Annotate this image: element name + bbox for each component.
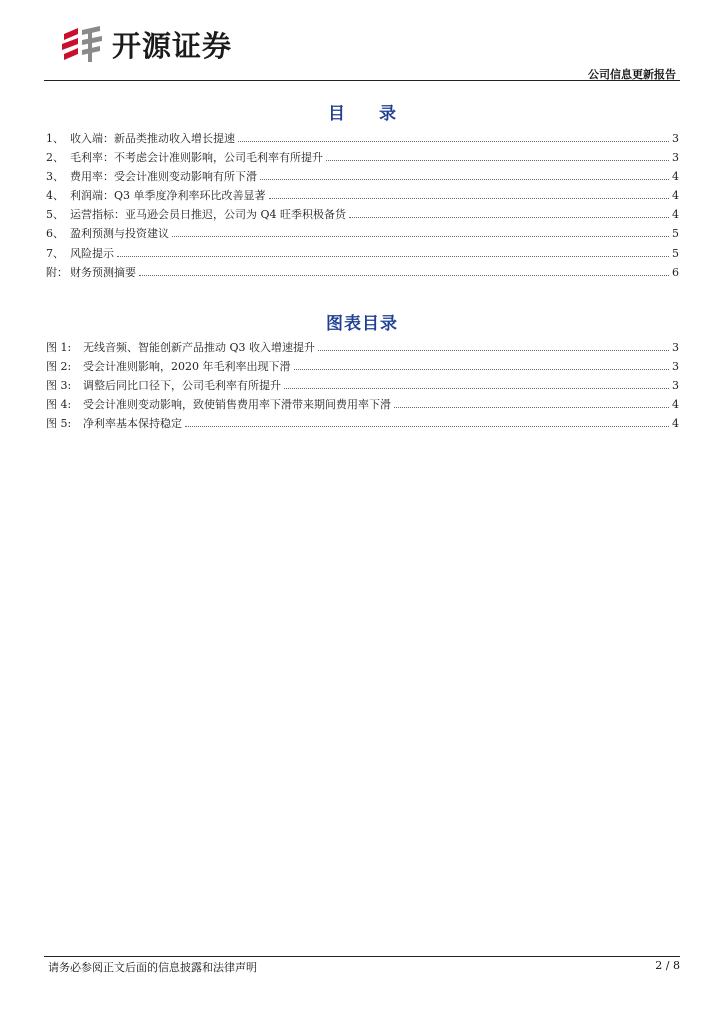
header-divider: [44, 80, 680, 81]
entry-number: 5、: [46, 208, 64, 222]
dot-leader: [349, 216, 669, 218]
entry-number: 1、: [46, 132, 64, 145]
entry-title: 受会计准则影响，2020 年毛利率出现下滑: [83, 360, 291, 374]
entry-page: 4: [672, 398, 679, 412]
toc-entry[interactable]: [46, 263, 679, 282]
entry-title: 费用率：受会计准则变动影响有所下滑: [70, 170, 257, 184]
entry-title: 运营指标：亚马逊会员日推迟，公司为 Q4 旺季积极备货: [70, 208, 347, 222]
entry-number: 2、: [46, 151, 64, 165]
dot-leader: [284, 387, 669, 389]
entry-page: 4: [672, 417, 679, 431]
brand-name: 开源证券: [112, 28, 233, 63]
entry-page: 3: [672, 360, 679, 374]
entry-page: 5: [672, 227, 679, 241]
figure-toc-entry[interactable]: [46, 357, 679, 376]
dot-leader: [139, 274, 669, 276]
page-indicator: 2 / 8: [655, 959, 680, 972]
dot-leader: [260, 178, 669, 180]
entry-title: 财务预测摘要: [70, 265, 136, 279]
report-type-label: 公司信息更新报告: [588, 68, 676, 81]
toc-entry[interactable]: [46, 129, 679, 148]
entry-page: 3: [672, 132, 679, 145]
dot-leader: [318, 349, 669, 351]
toc-list: [46, 129, 679, 282]
entry-page: 6: [672, 265, 679, 279]
entry-number: 3、: [46, 170, 64, 184]
entry-number: 图 2:: [46, 360, 72, 374]
figure-toc-entry[interactable]: [46, 395, 679, 414]
entry-page: 4: [672, 189, 679, 203]
entry-page: 4: [672, 208, 679, 222]
toc-entry[interactable]: [46, 244, 679, 263]
dot-leader: [294, 368, 670, 370]
toc-entry[interactable]: [46, 148, 679, 167]
toc-entry[interactable]: [46, 186, 679, 205]
footer-divider: [44, 956, 680, 957]
entry-title: 收入端：新品类推动收入增长提速: [70, 132, 235, 145]
entry-title: 盈利预测与投资建议: [70, 227, 169, 241]
dot-leader: [185, 425, 669, 427]
toc-entry[interactable]: [46, 205, 679, 224]
entry-page: 4: [672, 170, 679, 184]
figure-toc-entry[interactable]: [46, 376, 679, 395]
toc-title: 目 录: [328, 104, 410, 124]
dot-leader: [326, 159, 669, 161]
figures-toc-title: 图表目录: [326, 314, 398, 334]
entry-title: 毛利率：不考虑会计准则影响，公司毛利率有所提升: [70, 151, 323, 165]
entry-number: 4、: [46, 189, 64, 203]
entry-title: 净利率基本保持稳定: [83, 417, 182, 431]
entry-page: 5: [672, 246, 679, 260]
dot-leader: [394, 406, 669, 408]
brand-logo-icon: [60, 24, 106, 64]
entry-title: 受会计准则变动影响，致使销售费用率下滑带来期间费用率下滑: [83, 398, 391, 412]
dot-leader: [172, 235, 669, 237]
figure-toc-entry[interactable]: [46, 414, 679, 433]
dot-leader: [117, 255, 669, 257]
toc-entry[interactable]: [46, 167, 679, 186]
entry-number: 图 3:: [46, 379, 72, 393]
figure-toc-entry[interactable]: [46, 338, 679, 357]
entry-title: 调整后同比口径下，公司毛利率有所提升: [83, 379, 281, 393]
toc-entry[interactable]: [46, 224, 679, 243]
entry-page: 3: [672, 151, 679, 165]
figures-toc-list: [46, 338, 679, 433]
entry-number: 6、: [46, 227, 64, 241]
entry-page: 3: [672, 379, 679, 393]
entry-number: 图 5:: [46, 417, 72, 431]
brand-logo: [60, 24, 232, 64]
entry-title: 风险提示: [70, 246, 114, 260]
footer-disclaimer: 请务必参阅正文后面的信息披露和法律声明: [48, 961, 257, 974]
entry-number: 7、: [46, 246, 64, 260]
entry-number: 图 4:: [46, 398, 72, 412]
entry-page: 3: [672, 341, 679, 354]
entry-number: 附：: [46, 265, 68, 279]
dot-leader: [238, 140, 669, 142]
dot-leader: [269, 197, 669, 199]
entry-title: 无线音频、智能创新产品推动 Q3 收入增速提升: [83, 341, 316, 354]
entry-title: 利润端：Q3 单季度净利率环比改善显著: [70, 189, 266, 203]
entry-number: 图 1:: [46, 341, 72, 354]
